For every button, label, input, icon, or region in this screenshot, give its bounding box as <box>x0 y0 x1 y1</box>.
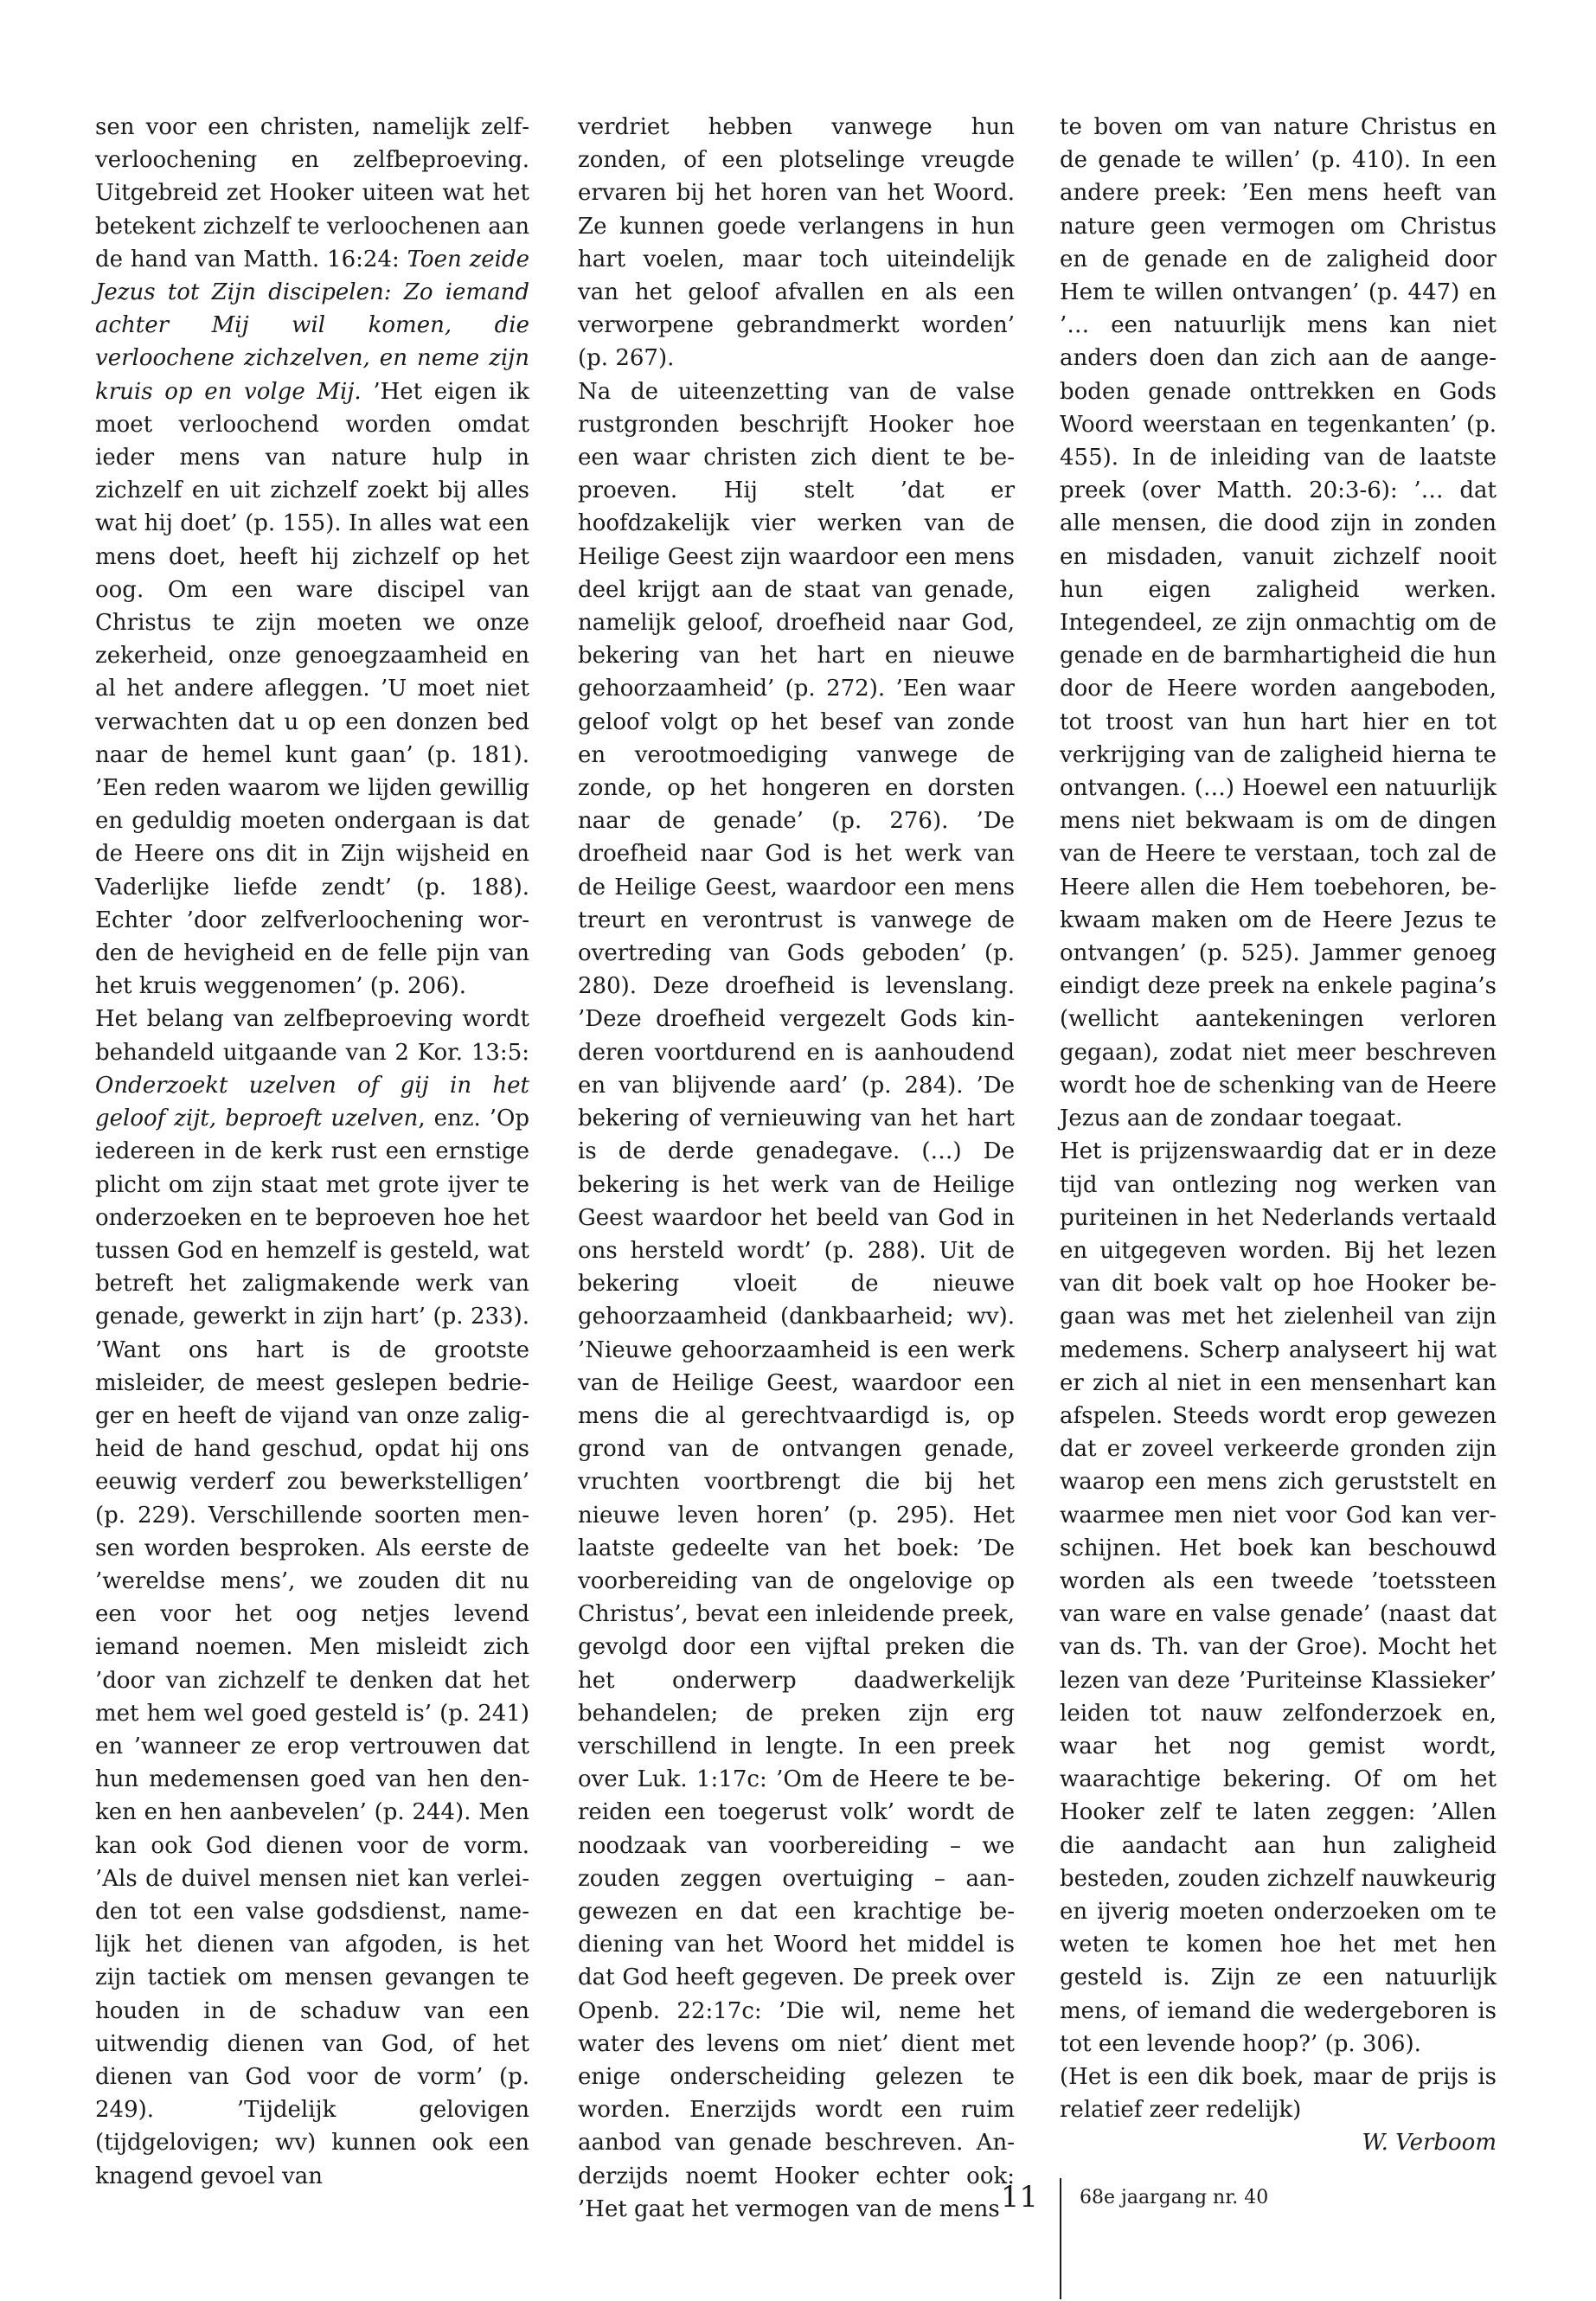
page-number: 11 <box>1000 2180 1038 2214</box>
text-run: sen voor een christen, namelijk zelfverloochening en zelfbeproeving. Uitgebreid zet Hooker uiteen wat het betekent zichzelf te verloochenen aan de hand van Matth. 16:24: <box>95 114 529 272</box>
text-run: verdriet hebben vanwege hun zonden, of een plotselinge vreugde ervaren bij het horen van het Woord. Ze kunnen goede verlangens in hun hart voelen, maar toch uiteindelijk van het geloof afvallen en als een verworpene gebrandmerkt worden’ (p. 267). <box>578 114 1015 372</box>
text-run: Het is prijzenswaardig dat er in deze tijd van ontlezing nog werken van puriteinen in het Nederlands vertaald en uitgegeven worden. Bij het lezen van dit boek valt op hoe Hooker begaan was met het zielenheil van zijn medemens. Scherp analyseert hij wat er zich al niet in een mensenhart kan afspelen. Steeds wordt erop gewezen dat er zoveel verkeerde gronden zijn waarop een mens zich geruststelt en waarmee men niet voor God kan verschijnen. Het boek kan beschouwd worden als een tweede ’toetssteen van ware en valse genade’ (naast dat van ds. Th. van der Groe). Mocht het lezen van deze ’Puriteinse Klassieker’ leiden tot nauw zelfonderzoek en, waar het nog gemist wordt, waarachtige bekering. Of om het Hooker zelf te laten zeggen: ’Allen die aandacht aan hun zaligheid besteden, zouden zichzelf nauwkeurig en ijverig moeten onderzoeken om te weten te komen hoe het met hen gesteld is. Zijn ze een natuurlijk mens, of iemand die wedergeboren is tot een levende hoop?’ (p. 306). <box>1060 1138 1497 2057</box>
text-column-2 <box>578 111 1015 2222</box>
text-column-3 <box>1060 111 1497 2157</box>
footer-divider <box>1060 2178 1061 2299</box>
italic-quote: Toen zeide Jezus tot Zijn discipelen: Zo iemand achter Mij wil komen, die verloochene zichzelven, en neme zijn kruis op en volge Mij. <box>95 246 530 405</box>
paragraph <box>1060 111 1497 1135</box>
text-run: , enz. ’Op iedereen in de kerk rust een ernstige plicht om zijn staat met grote ijver te onderzoeken en te beproeven hoe het tussen God en hemzelf is gesteld, wat betreft het zaligmakende werk van genade, gewerkt in zijn hart’ (p. 233). ’Want ons hart is de grootste misleider, de meest geslepen bedrieger en heeft de vijand van onze zaligheid de hand geschud, opdat hij ons eeuwig verderf zou bewerkstelligen’ (p. 229). Verschillende soorten mensen worden besproken. Als eerste de ’wereldse mens’, we zouden dit nu een voor het oog netjes levend iemand noemen. Men misleidt zich ’door van zichzelf te denken dat het met hem wel goed gesteld is’ (p. 241) en ’wanneer ze erop vertrouwen dat hun medemensen goed van hen denken en hen aanbevelen’ (p. 244). Men kan ook God dienen voor de vorm. ’Als de duivel mensen niet kan verleiden tot een valse godsdienst, namelijk het dienen van afgoden, is het zijn tactiek om mensen gevangen te houden in de schaduw van een uitwendig dienen van God, of het dienen van God voor de vorm’ (p. 249). ’Tijdelijk gelovigen (tijdgelovigen; wv) kunnen ook een knagend gevoel van <box>95 1106 529 2189</box>
text-column-1 <box>95 111 530 2189</box>
issue-label: 68e jaargang nr. 40 <box>1080 2187 1269 2208</box>
author-signature: W. Verboom <box>1362 2130 1497 2157</box>
text-run: ’Het eigen ik moet verloochend worden omdat ieder mens van nature hulp in zichzelf en uit zichzelf zoekt bij alles wat hij doet’ (p. 155). In alles wat een mens doet, heeft hij zichzelf op het oog. Om een ware discipel van Christus te zijn moeten we onze zekerheid, onze genoegzaamheid en al het andere afleggen. ’U moet niet verwachten dat u op een donzen bed naar de hemel kunt gaan’ (p. 181). ’Een reden waarom we lijden gewillig en geduldig moeten ondergaan is dat de Heere ons dit in Zijn wijsheid en Vaderlijke liefde zendt’ (p. 188). Echter ’door zelfverloochening worden de hevigheid en de felle pijn van het kruis weggenomen’ (p. 206). <box>95 378 529 1000</box>
text-run: te boven om van nature Christus en de genade te willen’ (p. 410). In een andere preek: ’Een mens heeft van nature geen vermogen om Christus en de genade en de zaligheid door Hem te willen ontvangen’ (p. 447) en ’… een natuurlijk mens kan niet anders doen dan zich aan de aangeboden genade onttrekken en Gods Woord weerstaan en tegenkanten’ (p. 455). In de inleiding van de laatste preek (over Matth. 20:3-6): ’… dat alle mensen, die dood zijn in zonden en misdaden, vanuit zichzelf nooit hun eigen zaligheid werken. Integendeel, ze zijn onmachtig om de genade en de barmhartigheid die hun door de Heere worden aangeboden, tot troost van hun hart hier en tot verkrijging van de zaligheid hierna te ontvangen. (…) Hoewel een natuurlijk mens niet bekwaam is om de dingen van de Heere te verstaan, toch zal de Heere allen die Hem toebehoren, bekwaam maken om de Heere Jezus te ontvangen’ (p. 525). Jammer genoeg eindigt deze preek na enkele pagina’s (wellicht aantekeningen verloren gegaan), zodat niet meer beschreven wordt hoe de schenking van de Heere Jezus aan de zondaar toegaat. <box>1060 114 1497 1132</box>
text-run: Na de uiteenzetting van de valse rustgronden beschrijft Hooker hoe een waar christen zich dient te beproeven. Hij stelt ’dat er hoofdzakelijk vier werken van de Heilige Geest zijn waardoor een mens deel krijgt aan de staat van genade, namelijk geloof, droefheid naar God, bekering van het hart en nieuwe gehoorzaamheid’ (p. 272). ’Een waar geloof volgt op het besef van zonde en verootmoediging vanwege de zonde, op het hongeren en dorsten naar de genade’ (p. 276). ’De droefheid naar God is het werk van de Heilige Geest, waardoor een mens treurt en verontrust is vanwege de overtreding van Gods geboden’ (p. 280). Deze droefheid is levenslang. ’Deze droefheid vergezelt Gods kinderen voortdurend en is aanhoudend en van blijvende aard’ (p. 284). ’De bekering of vernieuwing van het hart is de derde genadegave. (…) De bekering is het werk van de Heilige Geest waardoor het beeld van God in ons hersteld wordt’ (p. 288). Uit de bekering vloeit de nieuwe gehoorzaamheid (dankbaarheid; wv). ’Nieuwe gehoorzaamheid is een werk van de Heilige Geest, waardoor een mens die al gerechtvaardigd is, op grond van de ontvangen genade, vruchten voortbrengt die bij het nieuwe leven horen’ (p. 295). Het laatste gedeelte van het boek: ’De voorbereiding van de ongelovige op Christus’, bevat een inleidende preek, gevolgd door een vijftal preken die het onderwerp daadwerkelijk behandelen; de preken zijn erg verschillend in lengte. In een preek over Luk. 1:17c: ’Om de Heere te bereiden een toegerust volk’ wordt de noodzaak van voorbereiding – we zouden zeggen overtuiging – aangewezen en dat een krachtige bediening van het Woord het middel is dat God heeft gegeven. De preek over Openb. 22:17c: ’Die wil, neme het water des levens om niet’ dient met enige onderscheiding gelezen te worden. Enerzijds wordt een ruim aanbod van genade beschreven. Anderzijds noemt Hooker echter ook: ’Het gaat het vermogen van de mens <box>578 378 1015 2222</box>
italic-quote: Onderzoekt uzelven of gij in het geloof zijt, beproeft uzelven <box>95 1072 529 1132</box>
text-run: (Het is een dik boek, maar de prijs is relatief zeer redelijk) <box>1060 2063 1497 2124</box>
paragraph <box>1060 1135 1497 2061</box>
paragraph <box>95 1003 529 2192</box>
text-run: Het belang van zelfbeproeving wordt behandeld uitgaande van 2 Kor. 13:5: <box>95 1006 529 1066</box>
paragraph <box>578 375 1015 2226</box>
paragraph <box>95 111 529 1003</box>
paragraph <box>1060 2061 1497 2126</box>
paragraph <box>578 111 1015 375</box>
